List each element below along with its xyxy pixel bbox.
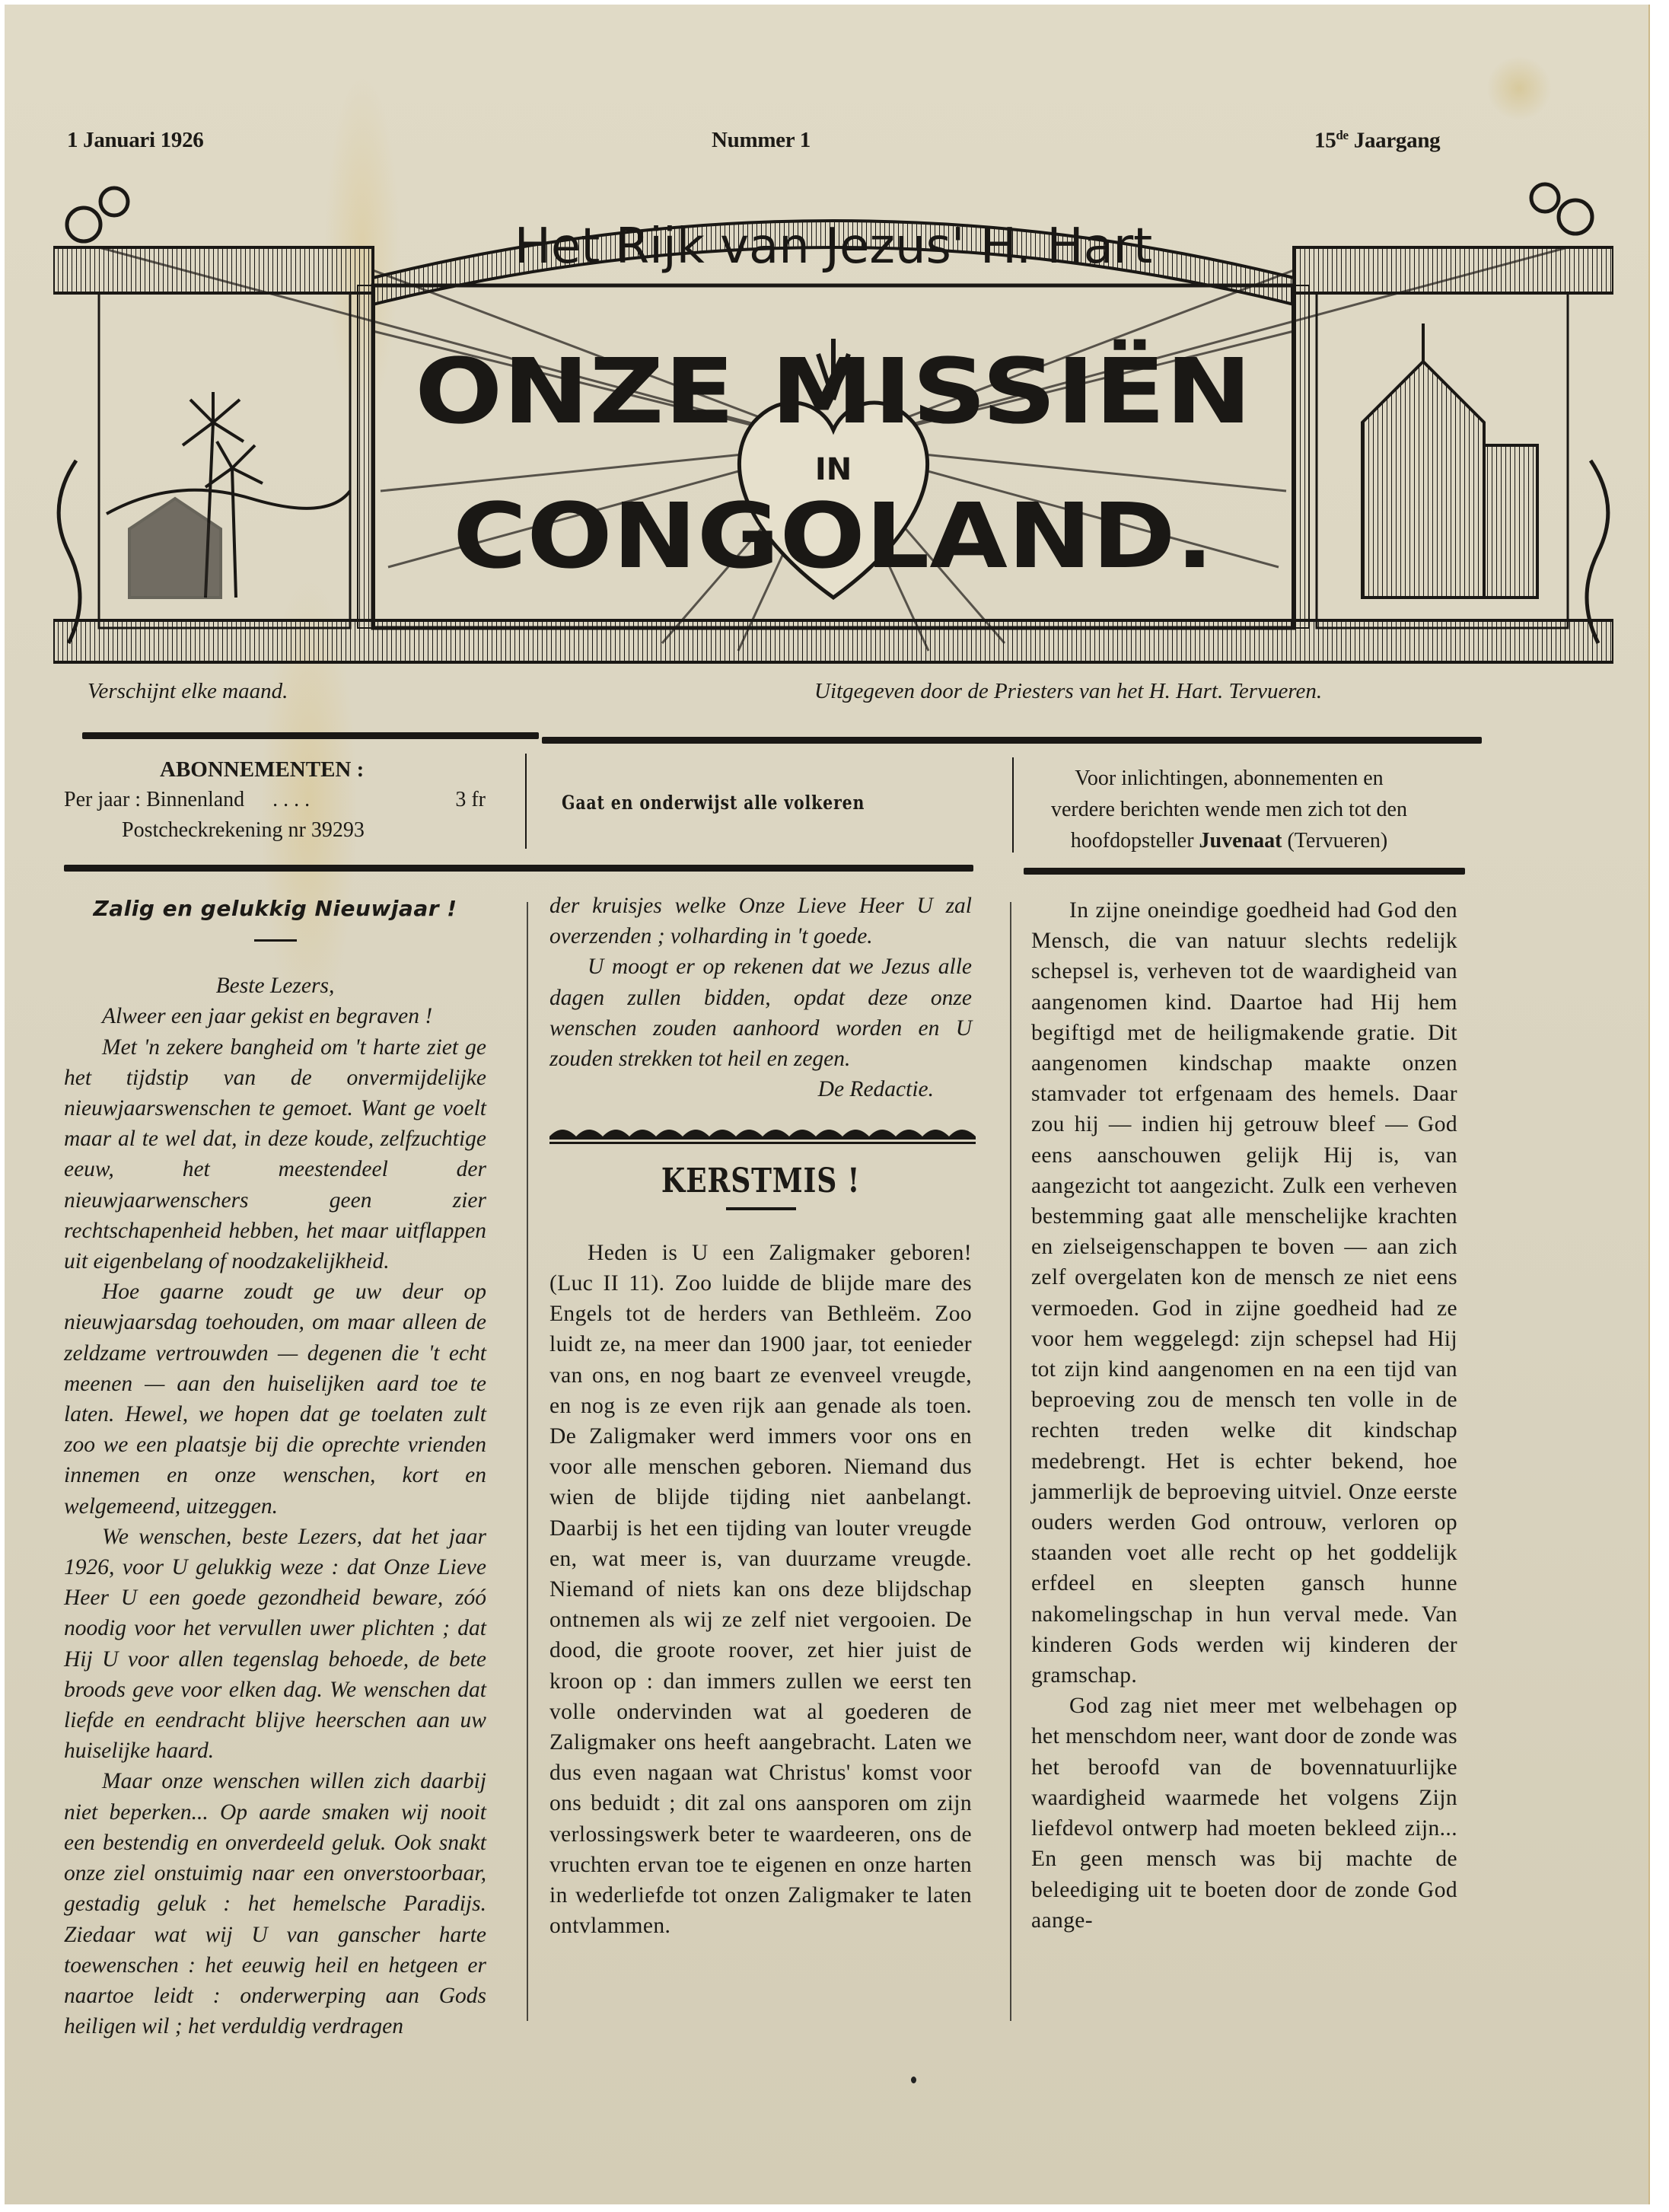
paragraph: Heden is U een Zaligmaker geboren! (Luc II 11). Zoo luidde de blijde mare des Engels tot de herders van Bethleëm. Zoo luidt ze, na meer dan 1900 jaar, tot eenieder van ons, en nog baart ze evenveel vreugde, en nog is ze even rijk aan genade als toen. De Zaligmaker werd immers voor ons en voor alle menschen geboren. Niemand dus wien de blijde tijding niet aanbelangt. Daarbij is het een tijding van louter vreugde en, wat meer is, van duurzame vreugde. Niemand of niets kan ons deze blijdschap ontnemen als wij ze zelf niet vergooien. De dood, die groote roover, zet hier juist de kroon op : dan immers zullen we eerst ten volle ondervinden wat al goederen de Zaligmaker ons heeft aangebracht. Laten we dus even nagaan wat Christus' komst voor ons beduidt ; dit zal ons aansporen om zijn verlossingswerk beter te waardeeren, ons de vruchten ervan toe te eigenen en onze harten in wederliefde tot onzen Zaligmaker te laten ontvlammen.	[549, 1240, 972, 1939]
contact-name: Juvenaat	[1199, 829, 1282, 853]
paragraph: God zag niet meer met welbehagen op het menschdom neer, want door de zonde was het beroofd van de bovennatuurlijke waardigheid waarmede het volgens Zijn liefdevol ontwerp had moeten bekleed zijn... En geen mensch was bij machte de beleediging uit te boeten door de zonde God aange-	[1031, 1694, 1457, 1933]
heading-dash	[726, 1207, 796, 1210]
contact-line: verdere berichten wende men zich tot den	[1050, 798, 1407, 821]
volume-word: Jaargang	[1353, 128, 1441, 153]
paragraph: Maar onze wenschen willen zich daarbij niet beperken... Op aarde smaken wij nooit een bestendig en onverdeeld geluk. Ook snakt onze ziel onstuimig naar een onverstoorbaar, gestadig geluk : het hemelsche Paradijs. Ziedaar wat wij U van ganscher harte toewenschen : het eeuwig heil en hetgeen er naartoe leidt : onderwerping aan Gods heiligen wil ; het verduldig verdragen	[64, 1769, 486, 2039]
column-right	[1031, 895, 1457, 1936]
ornamental-wave-divider	[549, 1121, 976, 1144]
salutation: Beste Lezers,	[215, 974, 335, 999]
giro-account: Postcheckrekening nr 39293	[122, 818, 365, 842]
article-heading-kerstmis: KERSTMIS !	[661, 1161, 861, 1200]
volume-suffix: de	[1336, 128, 1349, 142]
column-divider	[525, 754, 527, 849]
masthead-arc-title: Het Rijk van Jezus' H. Hart	[514, 218, 1153, 275]
volume-number: 15	[1314, 128, 1336, 153]
contact-info	[1001, 763, 1457, 856]
paragraph: der kruisjes welke Onze Lieve Heer U zal overzenden ; volharding in 't goede.	[549, 894, 972, 949]
masthead-title-line1: ONZE MISSIËN	[415, 339, 1252, 444]
paragraph: U moogt er op rekenen dat we Jezus alle dagen zullen bidden, opdat deze onze wenschen zouden aanhoord worden en U zouden strekken tot heil en zegen.	[549, 955, 972, 1072]
separator-rule	[64, 865, 973, 872]
separator-rule	[542, 737, 1482, 744]
palm-tree-scene-icon	[99, 293, 350, 628]
issue-number: Nummer 1	[712, 128, 811, 152]
separator-rule	[1024, 868, 1465, 875]
mission-building-icon	[1317, 293, 1568, 628]
paragraph: Met 'n zekere bangheid om 't harte ziet ge het tijdstip van de onvermijdelijke nieuwjaarswenschen te gemoet. Want ge voelt maar al te wel dat, in deze koude, zelfzuchtige eeuw, het meestendeel der nieuwjaarwenschers geen zier rechtschapenheid hebben, het maar uitflappen uit eigenbelang of noodzakelijkheid.	[64, 1034, 486, 1274]
column-divider	[527, 902, 528, 2021]
contact-line: hoofdopsteller Juvenaat (Tervueren)	[1070, 829, 1388, 853]
paragraph: Hoe gaarne zoudt ge uw deur op nieuwjaarsdag toehouden, om maar alleen de zeldzame vertrouwden — degenen die 't echt meenen — aan den huiselijken aard toe te laten. Hewel, we hopen dat ge toelaten zult zoo we een plaatsje bij die oprechte vrienden innemen en onze wenschen, kort en welgemeend, uitzeggen.	[64, 1280, 486, 1519]
publication-frequency: Verschijnt elke maand.	[88, 679, 288, 703]
price-value: 3 fr	[455, 788, 486, 811]
contact-line: Voor inlichtingen, abonnementen en	[1075, 767, 1384, 790]
masthead-title-in: IN	[814, 452, 852, 487]
paragraph: Alweer een jaar gekist en begraven !	[102, 1004, 433, 1029]
subscription-label: Per jaar : Binnenland	[64, 788, 245, 811]
heading-dash	[254, 939, 297, 942]
volume-label	[1314, 128, 1440, 154]
masthead-illustration	[53, 171, 1613, 689]
paragraph: We wenschen, beste Lezers, dat het jaar 1926, voor U gelukkig weze : dat Onze Lieve Heer U een goede gezondheid beware, zóó noodig voor het vervullen uwer plichten ; dat Hij U voor allen tegenslag behoede, de bete broods geve voor elken dag. We wenschen dat liefde en eendracht blijve heerschen aan uw huiselijke haard.	[64, 1524, 486, 1764]
paragraph: In zijne oneindige goedheid had God den Mensch, die van natuur slechts redelijk schepsel is, verheven tot de waardigheid van aangenomen kind. Daartoe had Hij hem begiftigd met de heiligmakende gratie. Dit aangenomen kindschap maakte onzen stamvader tot erfgenaam des hemels. Daar zou hij — indien hij getrouw bleef — God eens aanschouwen gelijk Hij is, van aangezicht tot aangezicht. Zulk een verheven bestemming gaat alle menschelijke krachten en zielseigenschappen te boven — aan zich zelf overgelaten kon de mensch ze niet eens vermoeden. God in zijne goedheid had ze voor hem weggelegd: zijn schepsel had Hij tot zijn kind aangenomen en na een tijd van beproeving zou de mensch ten volle in de rechten treden welke dit kindschap medebrengt. Het is echter bekend, hoe jammerlijk de beproeving uitviel. Onze eerste ouders werden God ontrouw, verloren op staanden voet alle recht op het goddelijk erfdeel en sleepten gansch hunne nakomelingschap in hun verval mede. Van kinderen Gods werden wij kinderen der gramschap.	[1031, 898, 1457, 1688]
article-newyear	[64, 891, 486, 2041]
column-middle	[549, 891, 972, 1942]
subscription-price	[64, 788, 490, 812]
publisher-line: Uitgegeven door de Priesters van het H. Hart. Tervueren.	[814, 679, 1323, 703]
masthead-title-line2: CONGOLAND.	[453, 483, 1214, 588]
separator-rule	[82, 732, 539, 739]
ink-speck	[911, 2077, 916, 2083]
leader-dots: . . . .	[272, 788, 311, 811]
motto: Gaat en onderwijst alle volkeren	[562, 792, 865, 814]
signature: De Redactie.	[817, 1077, 934, 1102]
column-divider	[1010, 902, 1011, 2021]
article-heading: Zalig en gelukkig Nieuwjaar !	[93, 896, 457, 921]
issue-date: 1 Januari 1926	[67, 128, 204, 152]
subscriptions-title: ABONNEMENTEN :	[160, 757, 365, 782]
